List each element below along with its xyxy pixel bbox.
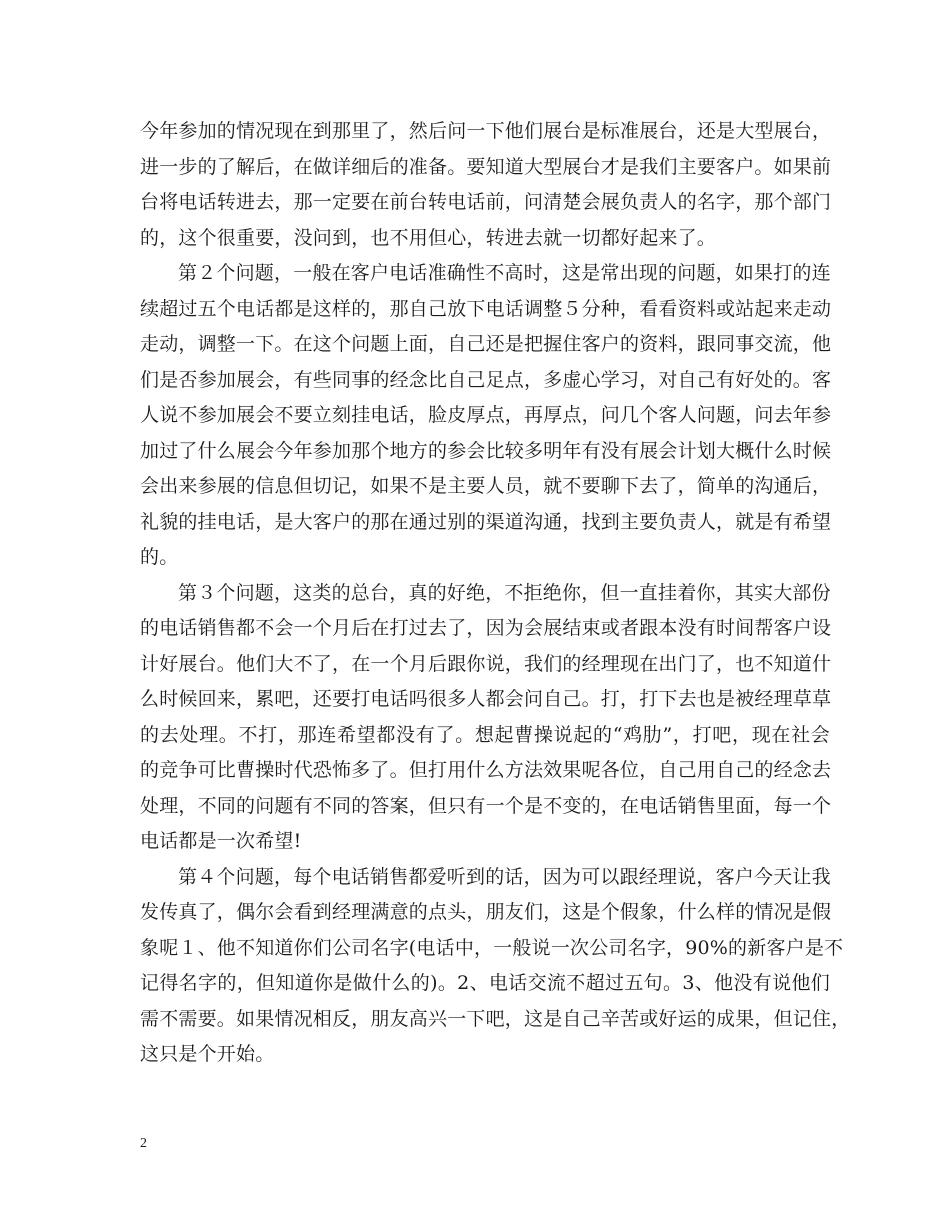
text-line: 续超过五个电话都是这样的，那自己放下电话调整５分种，看看资料或站起来走动 — [140, 297, 832, 320]
text-line: 这只是个开始。 — [140, 1043, 275, 1065]
text-line: 的。 — [140, 546, 179, 568]
text-line: 们是否参加展会，有些同事的经念比自己足点，多虚心学习，对自己有好处的。客 — [140, 368, 832, 391]
text-line: 么时候回来，累吧，还要打电话吗很多人都会问自己。打，打下去也是被经理草草 — [140, 688, 832, 710]
text-line: 的去处理。不打，那连希望都没有了。想起曹操说起的“鸡肋”，打吧，现在社会 — [140, 723, 830, 746]
text-line: 计好展台。他们大不了，在一个月后跟你说，我们的经理现在出门了，也不知道什 — [140, 652, 832, 675]
text-line: 第４个问题，每个电话销售都爱听到的话，因为可以跟经理说，客户今天让我 — [178, 865, 831, 888]
text-line: 的竞争可比曹操时代恐怖多了。但打用什么方法效果呢各位，自己用自己的经念去 — [140, 759, 832, 781]
text-line: 台将电话转进去，那一定要在前台转电话前，问清楚会展负责人的名字，那个部门 — [140, 191, 832, 213]
text-line: 进一步的了解后，在做详细后的准备。要知道大型展台才是我们主要客户。如果前 — [140, 155, 832, 178]
text-line: 处理，不同的问题有不同的答案，但只有一个是不变的，在电话销售里面，每一个 — [140, 794, 832, 817]
text-line: 第２个问题，一般在客户电话准确性不高时，这是常出现的问题，如果打的连 — [178, 262, 831, 284]
text-line: 会出来参展的信息但切记，如果不是主要人员，就不要聊下去了，简单的沟通后， — [140, 475, 832, 497]
text-line: 的，这个很重要，没问到，也不用但心，转进去就一切都好起来了。 — [140, 226, 717, 249]
text-line: 的电话销售都不会一个月后在打过去了，因为会展结束或者跟本没有时间帮客户设 — [140, 617, 832, 639]
text-line: 走动，调整一下。在这个问题上面，自己还是把握住客户的资料，跟同事交流，他 — [140, 333, 832, 355]
text-line: 记得名字的，但知道你是做什么的)。2、电话交流不超过五句。3、他没有说他们 — [140, 972, 830, 994]
text-line: 发传真了，偶尔会看到经理满意的点头，朋友们，这是个假象，什么样的情况是假 — [140, 901, 832, 923]
text-line: 加过了什么展会今年参加那个地方的参会比较多明年有没有展会计划大概什么时候 — [140, 439, 832, 462]
paragraph-3 — [140, 576, 830, 860]
page-number: 2 — [140, 1136, 147, 1151]
text-line: 人说不参加展会不要立刻挂电话，脸皮厚点，再厚点，问几个客人问题，问去年参 — [140, 404, 832, 426]
text-line: 第３个问题，这类的总台，真的好绝，不拒绝你，但一直挂着你，其实大部份 — [178, 581, 831, 604]
document-body — [140, 114, 851, 1073]
text-line: 电话都是一次希望! — [140, 830, 302, 852]
text-line: 今年参加的情况现在到那里了，然后问一下他们展台是标准展台，还是大型展台， — [140, 120, 832, 142]
paragraph-1 — [140, 114, 830, 256]
paragraph-2 — [140, 256, 830, 576]
text-line: 需不需要。如果情况相反，朋友高兴一下吧，这是自己辛苦或好运的成果，但记住， — [140, 1007, 851, 1030]
text-line: 礼貌的挂电话，是大客户的那在通过别的渠道沟通，找到主要负责人，就是有希望 — [140, 510, 832, 533]
text-line: 象呢１、他不知道你们公司名字(电话中，一般说一次公司名字，90%的新客户是不 — [140, 936, 844, 959]
paragraph-4 — [140, 860, 851, 1073]
